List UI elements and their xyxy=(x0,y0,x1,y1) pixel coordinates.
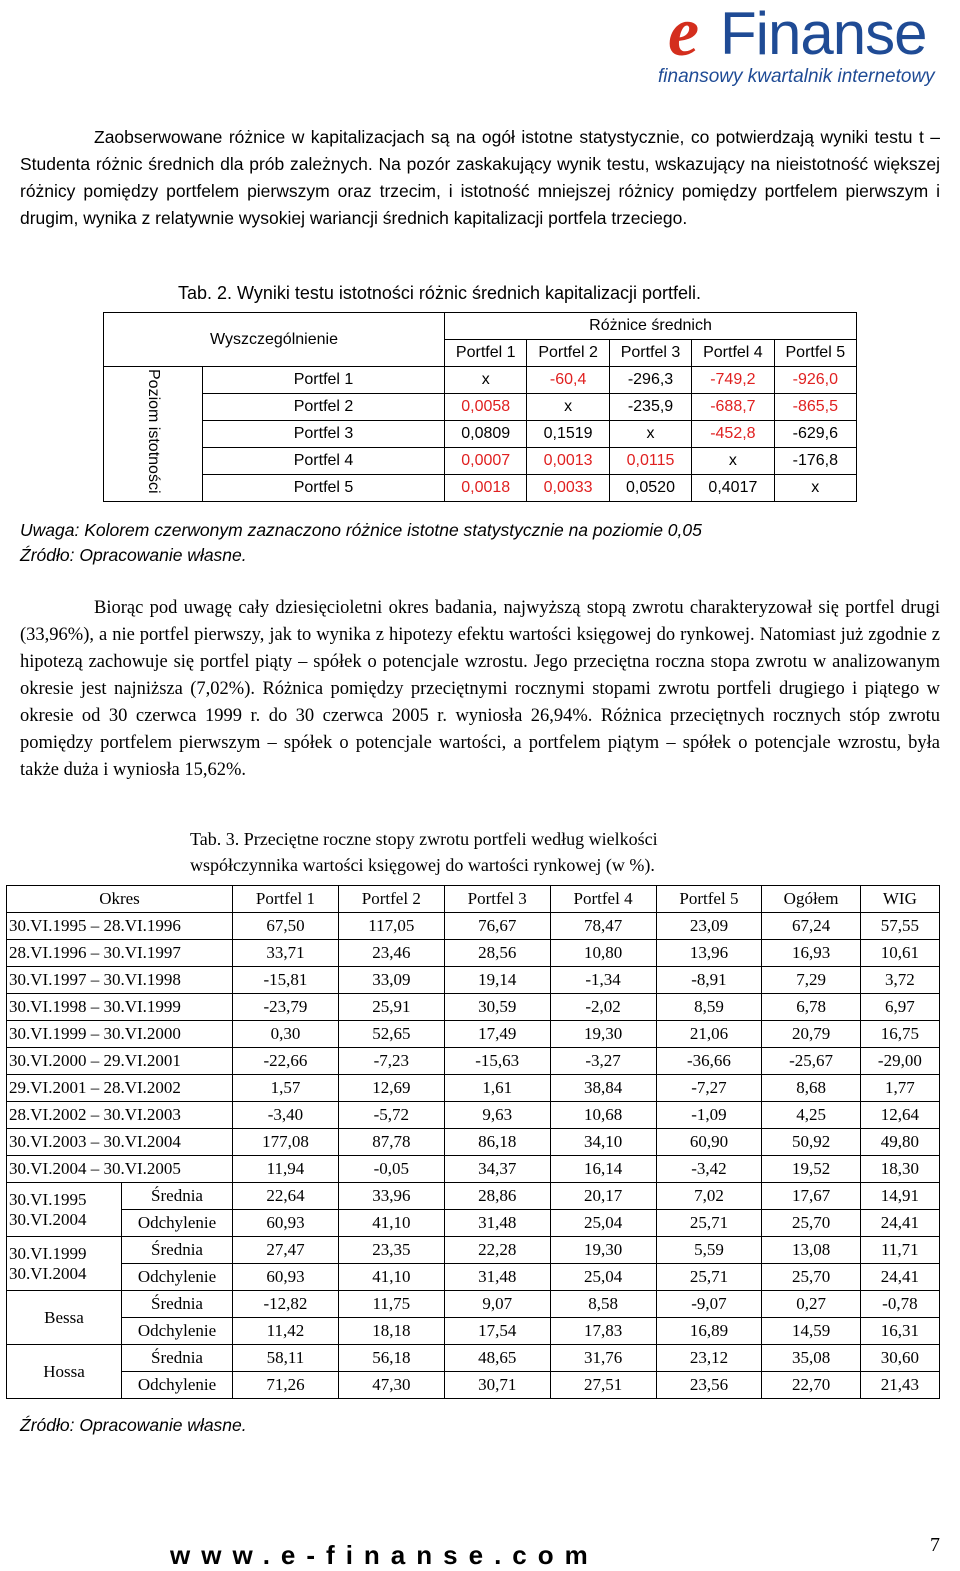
table2-header-group: Różnice średnich xyxy=(445,313,857,340)
table3-cell: 34,37 xyxy=(444,1156,550,1183)
table3-cell: -12,82 xyxy=(233,1291,339,1318)
table2-cell: 0,0115 xyxy=(609,448,691,475)
table3-cell: 6,97 xyxy=(860,994,939,1021)
table3-cell: 67,24 xyxy=(762,913,860,940)
table3-caption xyxy=(190,826,658,878)
table2-row-label: Portfel 3 xyxy=(203,421,445,448)
table3-cell: 23,56 xyxy=(656,1372,762,1399)
table3-cell: 1,61 xyxy=(444,1075,550,1102)
table3-cell: 16,89 xyxy=(656,1318,762,1345)
table3-cell: 11,42 xyxy=(233,1318,339,1345)
table3-cell: 6,78 xyxy=(762,994,860,1021)
footer-url: www.e-finanse.com xyxy=(170,1540,599,1570)
table2-cell: 0,0013 xyxy=(527,448,609,475)
table3-cell: 17,49 xyxy=(444,1021,550,1048)
table3-cell: 33,96 xyxy=(338,1183,444,1210)
table3-column-header: WIG xyxy=(860,886,939,913)
paragraph-intro: Zaobserwowane różnice w kapitalizacjach są na ogół istotne statystycznie, co potwierdzają wyniki testu t – Studenta różnic średnich dla prób zależnych. Na pozór zaskakujący wynik testu, wskazujący na nieistotność większej różnicy pomiędzy portfelem pierwszym oraz trzecim, i istotność mniejszej różnicy pomiędzy portfelem pierwszym i drugim, wynika z relatywnie wysokiej wariancji średnich kapitalizacji portfela trzeciego. xyxy=(20,127,940,228)
table3-cell: -36,66 xyxy=(656,1048,762,1075)
table2-row-label: Portfel 4 xyxy=(203,448,445,475)
table3-cell: 0,27 xyxy=(762,1291,860,1318)
table3-cell: 38,84 xyxy=(550,1075,656,1102)
table3-summary-row xyxy=(7,1210,940,1237)
table3-summary-row xyxy=(7,1345,940,1372)
table3-cell: 16,31 xyxy=(860,1318,939,1345)
table3-cell: 23,09 xyxy=(656,913,762,940)
table3-cell: 60,93 xyxy=(233,1210,339,1237)
table3-cell: -9,07 xyxy=(656,1291,762,1318)
table3-row xyxy=(7,1102,940,1129)
table3-cell: 25,04 xyxy=(550,1264,656,1291)
table2-row-group-text: Poziom istotności xyxy=(145,369,162,494)
table3-cell: 30,59 xyxy=(444,994,550,1021)
table3-summary-row xyxy=(7,1264,940,1291)
table2-cell: x xyxy=(774,475,856,502)
table2-cell: -296,3 xyxy=(609,367,691,394)
table3-period-label: 30.VI.1999 – 30.VI.2000 xyxy=(7,1021,233,1048)
table3-cell: 30,60 xyxy=(860,1345,939,1372)
table3-cell: 8,58 xyxy=(550,1291,656,1318)
table3-column-header: Portfel 2 xyxy=(338,886,444,913)
table3-cell: 25,04 xyxy=(550,1210,656,1237)
table3-cell: 23,35 xyxy=(338,1237,444,1264)
table2-cell: -865,5 xyxy=(774,394,856,421)
table3-cell: 25,71 xyxy=(656,1264,762,1291)
table3-cell: 4,25 xyxy=(762,1102,860,1129)
table2-cell: -926,0 xyxy=(774,367,856,394)
table2-cell: -688,7 xyxy=(692,394,774,421)
table2-row xyxy=(104,475,857,502)
table3-group-label xyxy=(7,1291,122,1345)
table3-cell: 33,09 xyxy=(338,967,444,994)
table2-cell: 0,1519 xyxy=(527,421,609,448)
table3-cell: 34,10 xyxy=(550,1129,656,1156)
table3-group-label xyxy=(7,1237,122,1291)
table3-cell: 0,30 xyxy=(233,1021,339,1048)
table3-cell: 7,29 xyxy=(762,967,860,994)
table3-caption-line2: współczynnika wartości księgowej do wartości rynkowej (w %). xyxy=(190,855,655,875)
table3-cell: 11,75 xyxy=(338,1291,444,1318)
table3-group-label-line1: 30.VI.1999 xyxy=(9,1243,87,1263)
table3-cell: -3,42 xyxy=(656,1156,762,1183)
table3-stat-label: Odchylenie xyxy=(122,1318,233,1345)
table3-row xyxy=(7,1021,940,1048)
table3-cell: -29,00 xyxy=(860,1048,939,1075)
table2-row xyxy=(104,448,857,475)
table3-cell: 33,71 xyxy=(233,940,339,967)
page-number: 7 xyxy=(930,1534,940,1556)
table3-cell: 18,30 xyxy=(860,1156,939,1183)
table3-cell: 12,69 xyxy=(338,1075,444,1102)
table3-group-label xyxy=(7,1345,122,1399)
table3-summary-row xyxy=(7,1372,940,1399)
table2-column-header: Portfel 1 xyxy=(445,340,527,367)
table3-cell: -0,78 xyxy=(860,1291,939,1318)
table2-cell: -749,2 xyxy=(692,367,774,394)
table2-cell: 0,4017 xyxy=(692,475,774,502)
table3-cell: -3,27 xyxy=(550,1048,656,1075)
table3-stat-label: Średnia xyxy=(122,1183,233,1210)
table3-stat-label: Średnia xyxy=(122,1291,233,1318)
table3-cell: 25,70 xyxy=(762,1210,860,1237)
table3-row xyxy=(7,1075,940,1102)
table3-cell: 10,61 xyxy=(860,940,939,967)
table3-cell: 12,64 xyxy=(860,1102,939,1129)
table2-row-label: Portfel 5 xyxy=(203,475,445,502)
table3-row xyxy=(7,1156,940,1183)
table3-cell: 48,65 xyxy=(444,1345,550,1372)
table3-group-label-line1: 30.VI.1995 xyxy=(9,1189,87,1209)
table2-cell: x xyxy=(609,421,691,448)
table3-column-header: Portfel 4 xyxy=(550,886,656,913)
table3-cell: -1,09 xyxy=(656,1102,762,1129)
table3-cell: 13,08 xyxy=(762,1237,860,1264)
table3-group-label xyxy=(7,1183,122,1237)
table2-cell: 0,0007 xyxy=(445,448,527,475)
table3-column-headers xyxy=(7,886,940,913)
table2-cell: x xyxy=(445,367,527,394)
table3-period-label: 28.VI.2002 – 30.VI.2003 xyxy=(7,1102,233,1129)
table2-cell: -629,6 xyxy=(774,421,856,448)
table3-group-label-line1: Bessa xyxy=(44,1307,84,1327)
table3-cell: -7,27 xyxy=(656,1075,762,1102)
table3-cell: -2,02 xyxy=(550,994,656,1021)
table2-cell: 0,0018 xyxy=(445,475,527,502)
table3-cell: 31,76 xyxy=(550,1345,656,1372)
table3-row xyxy=(7,913,940,940)
table3-cell: 19,30 xyxy=(550,1021,656,1048)
table3-cell: 117,05 xyxy=(338,913,444,940)
table3-cell: 1,77 xyxy=(860,1075,939,1102)
table3-cell: 27,47 xyxy=(233,1237,339,1264)
table3-cell: 17,83 xyxy=(550,1318,656,1345)
table3-column-header: Ogółem xyxy=(762,886,860,913)
table3-cell: 9,63 xyxy=(444,1102,550,1129)
table2-column-header: Portfel 4 xyxy=(692,340,774,367)
table2-cell: -60,4 xyxy=(527,367,609,394)
table3-cell: -22,66 xyxy=(233,1048,339,1075)
table3-cell: 27,51 xyxy=(550,1372,656,1399)
table3-cell: 60,93 xyxy=(233,1264,339,1291)
table3-cell: -15,63 xyxy=(444,1048,550,1075)
table3-cell: 24,41 xyxy=(860,1264,939,1291)
table3-column-header: Portfel 1 xyxy=(233,886,339,913)
paragraph-returns: Biorąc pod uwagę cały dziesięcioletni okres badania, najwyższą stopą zwrotu charakteryzował się portfel drugi (33,96%), a nie portfel pierwszy, jak to wynika z hipotezy efektu wartości księgowej do rynkowej. Natomiast już zgodnie z hipotezą zachowuje się portfel piąty – spółek o potencjale wzrostu. Jego przeciętna roczna stopa zwrotu w analizowanym okresie jest najniższa (7,02%). Różnica pomiędzy przeciętnymi rocznymi stopami zwrotu portfeli drugiego i piątego w okresie od 30 czerwca 1999 r. do 30 czerwca 2005 r. wyniosła 26,94%. Różnica przeciętnych rocznych stóp zwrotu pomiędzy portfelem pierwszym – spółek o potencjale wartości, a portfelem piątym – spółek o potencjale wzrostu, była także duża i wyniosła 15,62%. xyxy=(20,598,940,780)
table3-cell: 21,43 xyxy=(860,1372,939,1399)
table3-group-label-line2: 30.VI.2004 xyxy=(9,1263,87,1283)
table3-cell: 22,64 xyxy=(233,1183,339,1210)
table3-cell: 22,28 xyxy=(444,1237,550,1264)
table3-row xyxy=(7,1129,940,1156)
table3-cell: 19,52 xyxy=(762,1156,860,1183)
table2-column-header: Portfel 3 xyxy=(609,340,691,367)
table3-cell: 24,41 xyxy=(860,1210,939,1237)
table3-period-label: 30.VI.1995 – 28.VI.1996 xyxy=(7,913,233,940)
table3-period-label: 28.VI.1996 – 30.VI.1997 xyxy=(7,940,233,967)
table3-cell: 31,48 xyxy=(444,1210,550,1237)
table3-cell: -3,40 xyxy=(233,1102,339,1129)
table2-source: Źródło: Opracowanie własne. xyxy=(20,545,247,565)
table3-caption-line1: Tab. 3. Przeciętne roczne stopy zwrotu portfeli według wielkości xyxy=(190,829,658,849)
table3-period-label: 30.VI.2003 – 30.VI.2004 xyxy=(7,1129,233,1156)
table3-stat-label: Średnia xyxy=(122,1237,233,1264)
table3-cell: 177,08 xyxy=(233,1129,339,1156)
table3-cell: 71,26 xyxy=(233,1372,339,1399)
table3-cell: 23,46 xyxy=(338,940,444,967)
table3-cell: 25,91 xyxy=(338,994,444,1021)
table3-cell: 16,93 xyxy=(762,940,860,967)
table3-cell: 30,71 xyxy=(444,1372,550,1399)
table3-cell: -0,05 xyxy=(338,1156,444,1183)
table3-cell: 87,78 xyxy=(338,1129,444,1156)
table2-row-group-label xyxy=(104,367,203,502)
table3-summary-row xyxy=(7,1183,940,1210)
table3-column-header: Portfel 3 xyxy=(444,886,550,913)
table3-cell: 23,12 xyxy=(656,1345,762,1372)
table3-source: Źródło: Opracowanie własne. xyxy=(20,1415,247,1435)
table2-row-label: Portfel 1 xyxy=(203,367,445,394)
table2-cell: -176,8 xyxy=(774,448,856,475)
table3-cell: 20,79 xyxy=(762,1021,860,1048)
table3-cell: 5,59 xyxy=(656,1237,762,1264)
table3-cell: -23,79 xyxy=(233,994,339,1021)
table3-cell: 17,67 xyxy=(762,1183,860,1210)
table2-row xyxy=(104,421,857,448)
table3-cell: 35,08 xyxy=(762,1345,860,1372)
table3-cell: 25,70 xyxy=(762,1264,860,1291)
table2-column-header: Portfel 2 xyxy=(527,340,609,367)
table2-row xyxy=(104,367,857,394)
table3-row xyxy=(7,1048,940,1075)
table2-cell: -452,8 xyxy=(692,421,774,448)
table3-cell: -25,67 xyxy=(762,1048,860,1075)
table3-cell: -15,81 xyxy=(233,967,339,994)
table3-cell: 58,11 xyxy=(233,1345,339,1372)
table3-cell: 9,07 xyxy=(444,1291,550,1318)
table3-cell: 21,06 xyxy=(656,1021,762,1048)
table2-cell: 0,0520 xyxy=(609,475,691,502)
table3-stat-label: Odchylenie xyxy=(122,1372,233,1399)
table3-cell: 41,10 xyxy=(338,1264,444,1291)
table3-row xyxy=(7,994,940,1021)
table3-cell: 57,55 xyxy=(860,913,939,940)
logo-wordmark: Finanse xyxy=(720,0,927,67)
table3-cell: 8,59 xyxy=(656,994,762,1021)
table3-cell: 1,57 xyxy=(233,1075,339,1102)
table3-cell: 60,90 xyxy=(656,1129,762,1156)
table3-cell: 17,54 xyxy=(444,1318,550,1345)
table2-column-header: Portfel 5 xyxy=(774,340,856,367)
table3-cell: -7,23 xyxy=(338,1048,444,1075)
table3-cell: 16,14 xyxy=(550,1156,656,1183)
table3-period-label: 29.VI.2001 – 28.VI.2002 xyxy=(7,1075,233,1102)
table3-cell: 10,80 xyxy=(550,940,656,967)
table2-row-label: Portfel 2 xyxy=(203,394,445,421)
table3-period-label: 30.VI.1998 – 30.VI.1999 xyxy=(7,994,233,1021)
table2-caption: Tab. 2. Wyniki testu istotności różnic średnich kapitalizacji portfeli. xyxy=(178,283,702,303)
table3-cell: -5,72 xyxy=(338,1102,444,1129)
table3-column-header: Okres xyxy=(7,886,233,913)
table3-cell: 19,14 xyxy=(444,967,550,994)
table2-cell: x xyxy=(527,394,609,421)
table2-note: Uwaga: Kolorem czerwonym zaznaczono różnice istotne statystycznie na poziomie 0,05 xyxy=(20,520,702,540)
table3-period-label: 30.VI.2000 – 29.VI.2001 xyxy=(7,1048,233,1075)
table3-cell: 10,68 xyxy=(550,1102,656,1129)
table3-cell: 41,10 xyxy=(338,1210,444,1237)
table3-row xyxy=(7,967,940,994)
table3-summary-row xyxy=(7,1318,940,1345)
table3-cell: 50,92 xyxy=(762,1129,860,1156)
table2-row xyxy=(104,394,857,421)
table3-cell: 47,30 xyxy=(338,1372,444,1399)
table3-period-label: 30.VI.2004 – 30.VI.2005 xyxy=(7,1156,233,1183)
efinanse-logo xyxy=(642,0,942,87)
table2-header-left: Wyszczególnienie xyxy=(104,313,445,367)
table3-group-label-line1: Hossa xyxy=(43,1361,85,1381)
table3-returns xyxy=(6,885,940,1399)
logo-e-letter: e xyxy=(668,0,700,71)
table3-cell: -1,34 xyxy=(550,967,656,994)
table3-cell: 52,65 xyxy=(338,1021,444,1048)
table3-cell: 11,71 xyxy=(860,1237,939,1264)
table3-body xyxy=(7,913,940,1399)
logo-tagline: finansowy kwartalnik internetowy xyxy=(658,66,935,87)
table3-cell: 8,68 xyxy=(762,1075,860,1102)
table3-cell: 78,47 xyxy=(550,913,656,940)
table3-summary-row xyxy=(7,1291,940,1318)
table3-stat-label: Średnia xyxy=(122,1345,233,1372)
table3-cell: 18,18 xyxy=(338,1318,444,1345)
table3-cell: 31,48 xyxy=(444,1264,550,1291)
table3-cell: 56,18 xyxy=(338,1345,444,1372)
table2-cell: -235,9 xyxy=(609,394,691,421)
table3-cell: 67,50 xyxy=(233,913,339,940)
table3-cell: 14,59 xyxy=(762,1318,860,1345)
table3-cell: 11,94 xyxy=(233,1156,339,1183)
table3-row xyxy=(7,940,940,967)
table3-cell: 3,72 xyxy=(860,967,939,994)
table3-cell: 14,91 xyxy=(860,1183,939,1210)
table3-cell: 28,86 xyxy=(444,1183,550,1210)
table3-cell: 86,18 xyxy=(444,1129,550,1156)
table3-summary-row xyxy=(7,1237,940,1264)
table2-cell: 0,0033 xyxy=(527,475,609,502)
table3-stat-label: Odchylenie xyxy=(122,1210,233,1237)
table3-cell: 22,70 xyxy=(762,1372,860,1399)
table3-cell: -8,91 xyxy=(656,967,762,994)
table3-column-header: Portfel 5 xyxy=(656,886,762,913)
table3-cell: 25,71 xyxy=(656,1210,762,1237)
table3-cell: 13,96 xyxy=(656,940,762,967)
table3-cell: 7,02 xyxy=(656,1183,762,1210)
table3-stat-label: Odchylenie xyxy=(122,1264,233,1291)
table2-significance xyxy=(103,312,857,502)
table2-cell: x xyxy=(692,448,774,475)
table2-body xyxy=(104,367,857,502)
table3-cell: 28,56 xyxy=(444,940,550,967)
table3-cell: 16,75 xyxy=(860,1021,939,1048)
table2-cell: 0,0809 xyxy=(445,421,527,448)
table3-cell: 49,80 xyxy=(860,1129,939,1156)
table3-period-label: 30.VI.1997 – 30.VI.1998 xyxy=(7,967,233,994)
table3-cell: 19,30 xyxy=(550,1237,656,1264)
table3-group-label-line2: 30.VI.2004 xyxy=(9,1209,87,1229)
table3-cell: 20,17 xyxy=(550,1183,656,1210)
table2-cell: 0,0058 xyxy=(445,394,527,421)
table3-cell: 76,67 xyxy=(444,913,550,940)
